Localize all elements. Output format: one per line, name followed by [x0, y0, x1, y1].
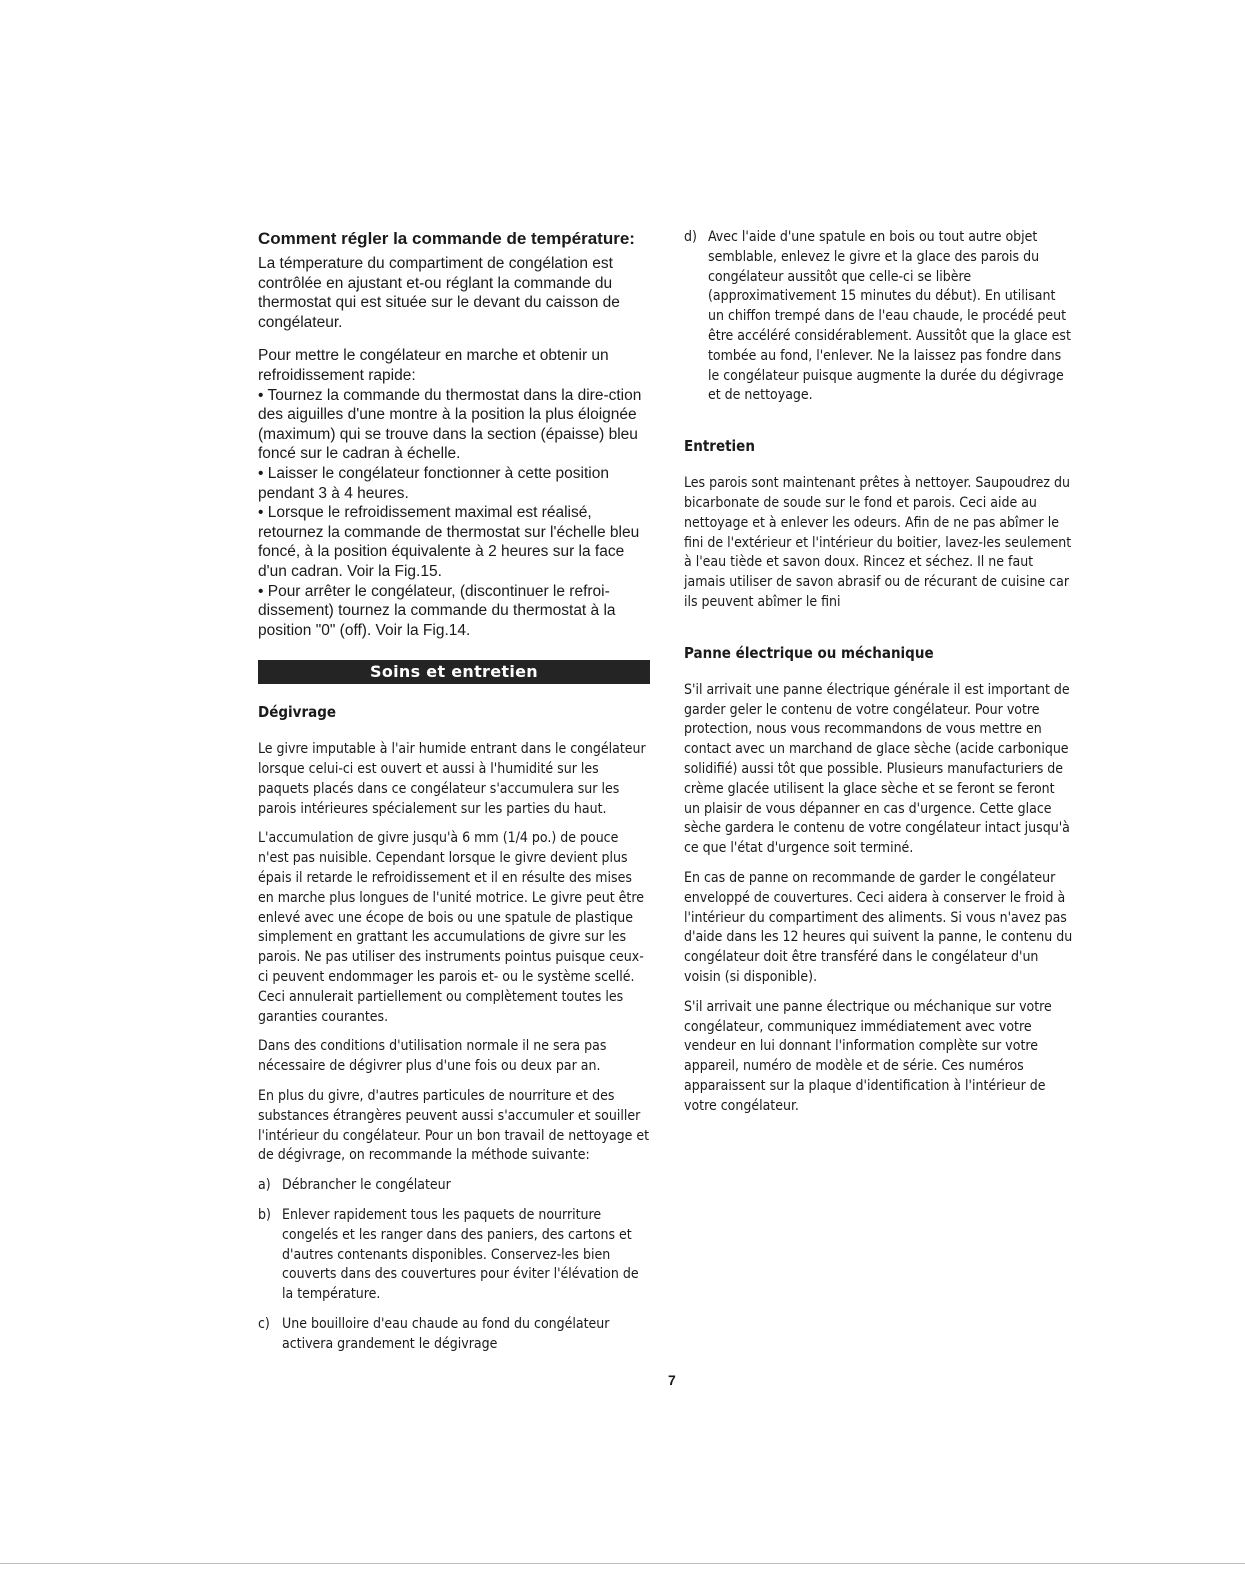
list-item	[258, 1315, 650, 1355]
paragraph-defrost-frequency: Dans des conditions d'utilisation normale il ne sera pas nécessaire de dégivrer plus d'une fois ou deux par an.	[258, 1038, 607, 1075]
list-item-label: b)	[258, 1207, 271, 1224]
left-column	[258, 228, 650, 1355]
paragraph-frost-removal: L'accumulation de givre jusqu'à 6 mm (1/4 po.) de pouce n'est pas nuisible. Cependant lorsque le givre devient plus épais il retarde le refroidissement et il en résulte des mises en marche plus longues de l'unité motrice. Le givre peut être enlevé avec une écope de bois ou une spatule de plastique simplement en grattant les accumulations de givre sur les parois. Ne pas utiliser des instruments pointus puisque ceux-ci peuvent endommager les parois et- ou le système scellé. Ceci annulerait partiellement ou complètement toutes les garanties courantes.	[258, 830, 644, 1025]
list-item	[684, 228, 1074, 406]
list-item-label: d)	[684, 229, 697, 245]
paragraph-rapid-cooling: Pour mettre le congélateur en marche et obtenir un refroidissement rapide:	[258, 347, 609, 384]
page-number: 7	[668, 1372, 676, 1388]
section-banner-care: Soins et entretien	[258, 660, 650, 684]
paragraph-cleaning: Les parois sont maintenant prêtes à nettoyer. Saupoudrez du bicarbonate de soude sur le fond et parois. Ceci aide au nettoyage et à enlever les odeurs. Afin de ne pas abîmer le fini de l'extérieur et l'intérieur du boitier, lavez-les seulement à l'eau tiède et savon doux. Rincez et séchez. Il ne faut jamais utiliser de savon abrasif ou de récurant de cuisine car ils peuvent abîmer le fini	[684, 475, 1072, 610]
paragraph-contact-dealer: S'il arrivait une panne électrique ou méchanique sur votre congélateur, communiquez immédiatement avec votre vendeur en lui donnant l'information complète sur votre appareil, numéro de modèle et de série. Ces numéros apparaissent sur la plaque d'identification à l'intérieur de votre congélateur.	[684, 998, 1052, 1114]
bullet-stop-freezer: • Pour arrêter le congélateur, (discontinuer le refroi-dissement) tournez la commande du thermostat à la position "0" (off). Voir la Fig.14.	[258, 582, 616, 639]
paragraph-dry-ice: S'il arrivait une panne électrique générale il est important de garder geler le contenu de votre congélateur. Pour votre protection, nous vous recommandons de vous mettre en contact avec un marchand de glace sèche (acide carbonique solidifié) aussi tôt que possible. Plusieurs manufacturiers de crème glacée utilisent la glace sèche et se feront se feront un plaisir de vous dépanner en cas d'urgence. Cette glace sèche gardera le contenu de votre congélateur intact jusqu'à ce que l'état d'urgence soit terminé.	[684, 681, 1070, 857]
defrost-section	[258, 684, 650, 1354]
list-item-label: a)	[258, 1177, 271, 1194]
temperature-control-section	[258, 228, 650, 640]
paragraph-cleaning-method: En plus du givre, d'autres particules de nourriture et des substances étrangères peuvent aussi s'accumuler et souiller l'intérieur du congélateur. Pour un bon travail de nettoyage et de dégivrage, on recommande la méthode suivante:	[258, 1088, 650, 1164]
paragraph-blankets: En cas de panne on recommande de garder le congélateur enveloppé de couvertures. Ceci aidera à conserver le froid à l'intérieur du compartiment des aliments. Si vous n'avez pas d'aide dans les 12 heures qui suivent la panne, le contenu du congélateur doit être transféré dans le congélateur d'un voisin (si disponible).	[684, 869, 1073, 985]
heading-defrost: Dégivrage	[258, 703, 337, 722]
paragraph-thermostat: La témperature du compartiment de congélation est contrôlée en ajustant et-ou réglant la commande du thermostat qui est située sur le devant du caisson de congélateur.	[258, 255, 620, 331]
paragraph-frost-cause: Le givre imputable à l'air humide entrant dans le congélateur lorsque celui-ci est ouvert et aussi à l'humidité sur les paquets placés dans ce congélateur s'accumulera sur les parois intérieures spécialement sur les parties du haut.	[258, 741, 646, 817]
list-item-text: Avec l'aide d'une spatule en bois ou tout autre objet semblable, enlevez le givre et la glace des parois du congélateur aussitôt que celle-ci se libère (approximativement 15 minutes du début). En utilisant un chiffon trempé dans de l'eau chaude, le procédé peut être accéléré considérablement. Aussitôt que la glace est tombée au fond, l'enlever. Ne la laissez pas fondre dans le congélateur puisque augmente la durée du dégivrage et de nettoyage.	[708, 229, 1071, 404]
right-column	[684, 228, 1074, 1116]
bottom-divider	[0, 1563, 1245, 1564]
bullet-max-cooling: • Lorsque le refroidissement maximal est réalisé, retournez la commande de thermostat sur l'échelle bleu foncé, à la position équivalente à 2 heures sur la face d'un cadran. Voir la Fig.15.	[258, 504, 640, 580]
list-item-label: c)	[258, 1316, 270, 1332]
bullet-run-freezer: • Laisser le congélateur fonctionner à cette position pendant 3 à 4 heures.	[258, 464, 609, 502]
heading-maintenance: Entretien	[684, 437, 755, 456]
list-item-text: Débrancher le congélateur	[282, 1177, 451, 1194]
list-item	[258, 1176, 650, 1196]
bullet-turn-thermostat: • Tournez la commande du thermostat dans la dire-ction des aiguilles d'une montre à la position la plus éloignée (maximum) qui se trouve dans la section (épaisse) bleu foncé sur le cadran à échelle.	[258, 386, 642, 463]
heading-power-failure: Panne électrique ou méchanique	[684, 643, 934, 662]
list-item-text: Enlever rapidement tous les paquets de nourriture congelés et les ranger dans des paniers, des cartons et d'autres contenants disponibles. Conservez-les bien couverts dans des couvertures pour éviter l'élévation de la température.	[282, 1207, 639, 1303]
list-item	[258, 1206, 650, 1305]
list-item-text: Une bouilloire d'eau chaude au fond du congélateur activera grandement le dégivrage	[282, 1316, 610, 1352]
section-title-temperature: Comment régler la commande de température:	[258, 229, 635, 248]
